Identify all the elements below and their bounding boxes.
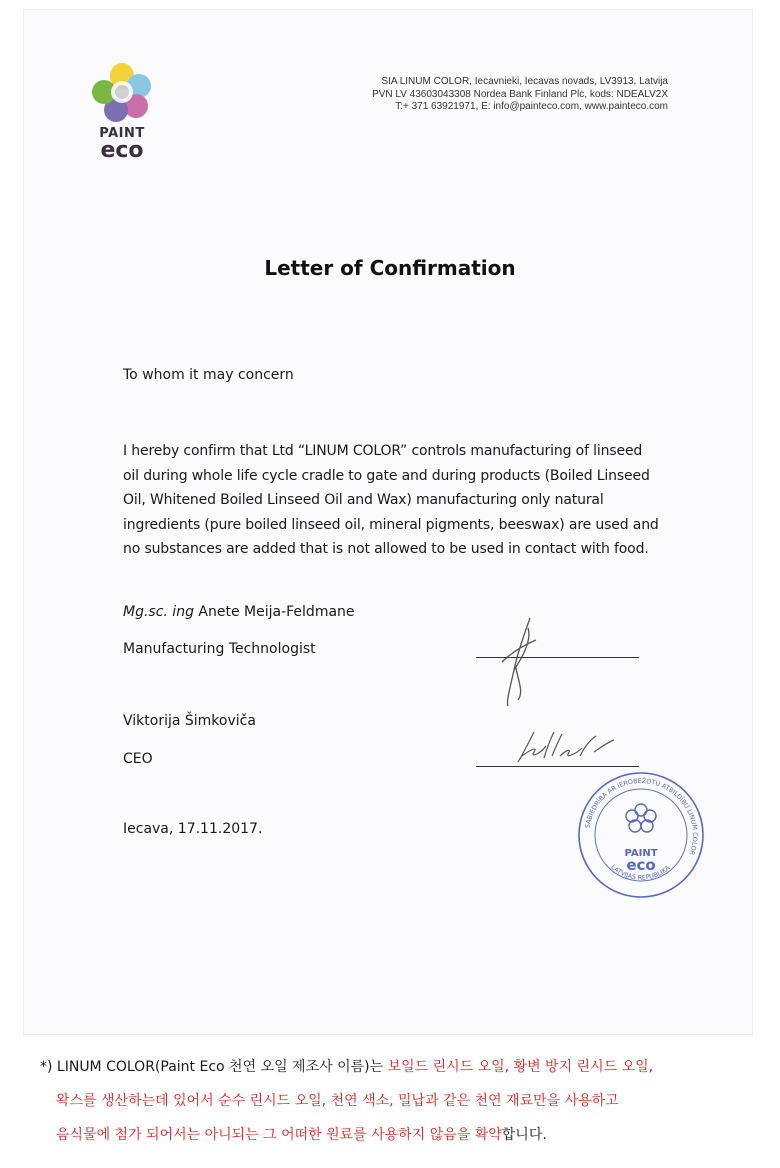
note-row3-highlight: 음식물에 첨가 되어서는 아니되는 그 어떠한 원료를 사용하지 않음을 확약 xyxy=(56,1127,502,1143)
logo-text-paint: PAINT xyxy=(99,126,145,141)
header-contact: T:+ 371 63921971, E: info@painteco.com, www.painteco.com xyxy=(395,101,668,112)
signer1-fullname: Anete Meija-Feldmane xyxy=(198,604,355,620)
stamp-ring-text: SABIEDRĪBA AR IEROBEŽOTU ATBILDĪBU LINUM COLOR xyxy=(583,776,700,857)
salutation: To whom it may concern xyxy=(123,367,294,383)
body-line: ingredients (pure boiled linseed oil, mineral pigments, beeswax) are used and xyxy=(123,516,659,533)
signature-line-1 xyxy=(476,657,639,658)
note-row2-highlight: 왁스를 생산하는데 있어서 순수 린시드 오일, 천연 색소, 밀납과 같은 천연 재료만을 사용하고 xyxy=(56,1093,619,1109)
flower-icon xyxy=(92,62,152,126)
signer2-role: CEO xyxy=(123,751,153,767)
letter-body xyxy=(123,439,683,562)
korean-note xyxy=(40,1050,760,1152)
stamp-bottom-text: LATVIJAS REPUBLIKA xyxy=(609,863,672,882)
signer1-role: Manufacturing Technologist xyxy=(123,641,316,657)
note-row1-prefix: *) LINUM COLOR(Paint Eco 천연 오일 제조사 이름)는 xyxy=(40,1059,388,1075)
body-line: no substances are added that is not allowed to be used in contact with food. xyxy=(123,541,649,557)
signer1-name xyxy=(123,604,355,620)
letter-date: Iecava, 17.11.2017. xyxy=(123,821,263,837)
stamp-eco-text: eco xyxy=(626,856,656,874)
company-header xyxy=(372,76,668,114)
company-stamp xyxy=(576,770,706,900)
paint-eco-logo xyxy=(92,62,182,182)
stamp-paint-text: PAINT xyxy=(624,848,658,859)
body-line: oil during whole life cycle cradle to gate and during products (Boiled Linseed xyxy=(123,467,650,484)
note-row-3 xyxy=(40,1118,760,1152)
body-line: I hereby confirm that Ltd “LINUM COLOR” controls manufacturing of linseed xyxy=(123,443,643,459)
logo-text-eco: eco xyxy=(100,138,144,163)
header-bank: PVN LV 43603043308 Nordea Bank Finland Plc, kods: NDEALV2X xyxy=(372,88,668,100)
stamp-flower-icon xyxy=(626,804,656,832)
signature-2 xyxy=(510,722,620,768)
header-address: SIA LINUM COLOR, Iecavnieki, Iecavas novads, LV3913, Latvija xyxy=(381,76,668,87)
note-row1-highlight: 보일드 린시드 오일, 황변 방지 린시드 오일, xyxy=(387,1059,654,1075)
letter-title: Letter of Confirmation xyxy=(264,256,516,280)
note-row-2 xyxy=(40,1084,760,1118)
signature-line-2 xyxy=(476,766,639,767)
body-line: Oil, Whitened Boiled Linseed Oil and Wax) manufacturing only natural xyxy=(123,492,604,508)
note-row-1 xyxy=(40,1050,760,1084)
note-row3-suffix: 합니다. xyxy=(501,1127,547,1143)
signer2-name: Viktorija Šimkoviča xyxy=(123,713,256,729)
signer1-prefix: Mg.sc. ing xyxy=(123,604,194,620)
signature-1 xyxy=(488,610,558,710)
